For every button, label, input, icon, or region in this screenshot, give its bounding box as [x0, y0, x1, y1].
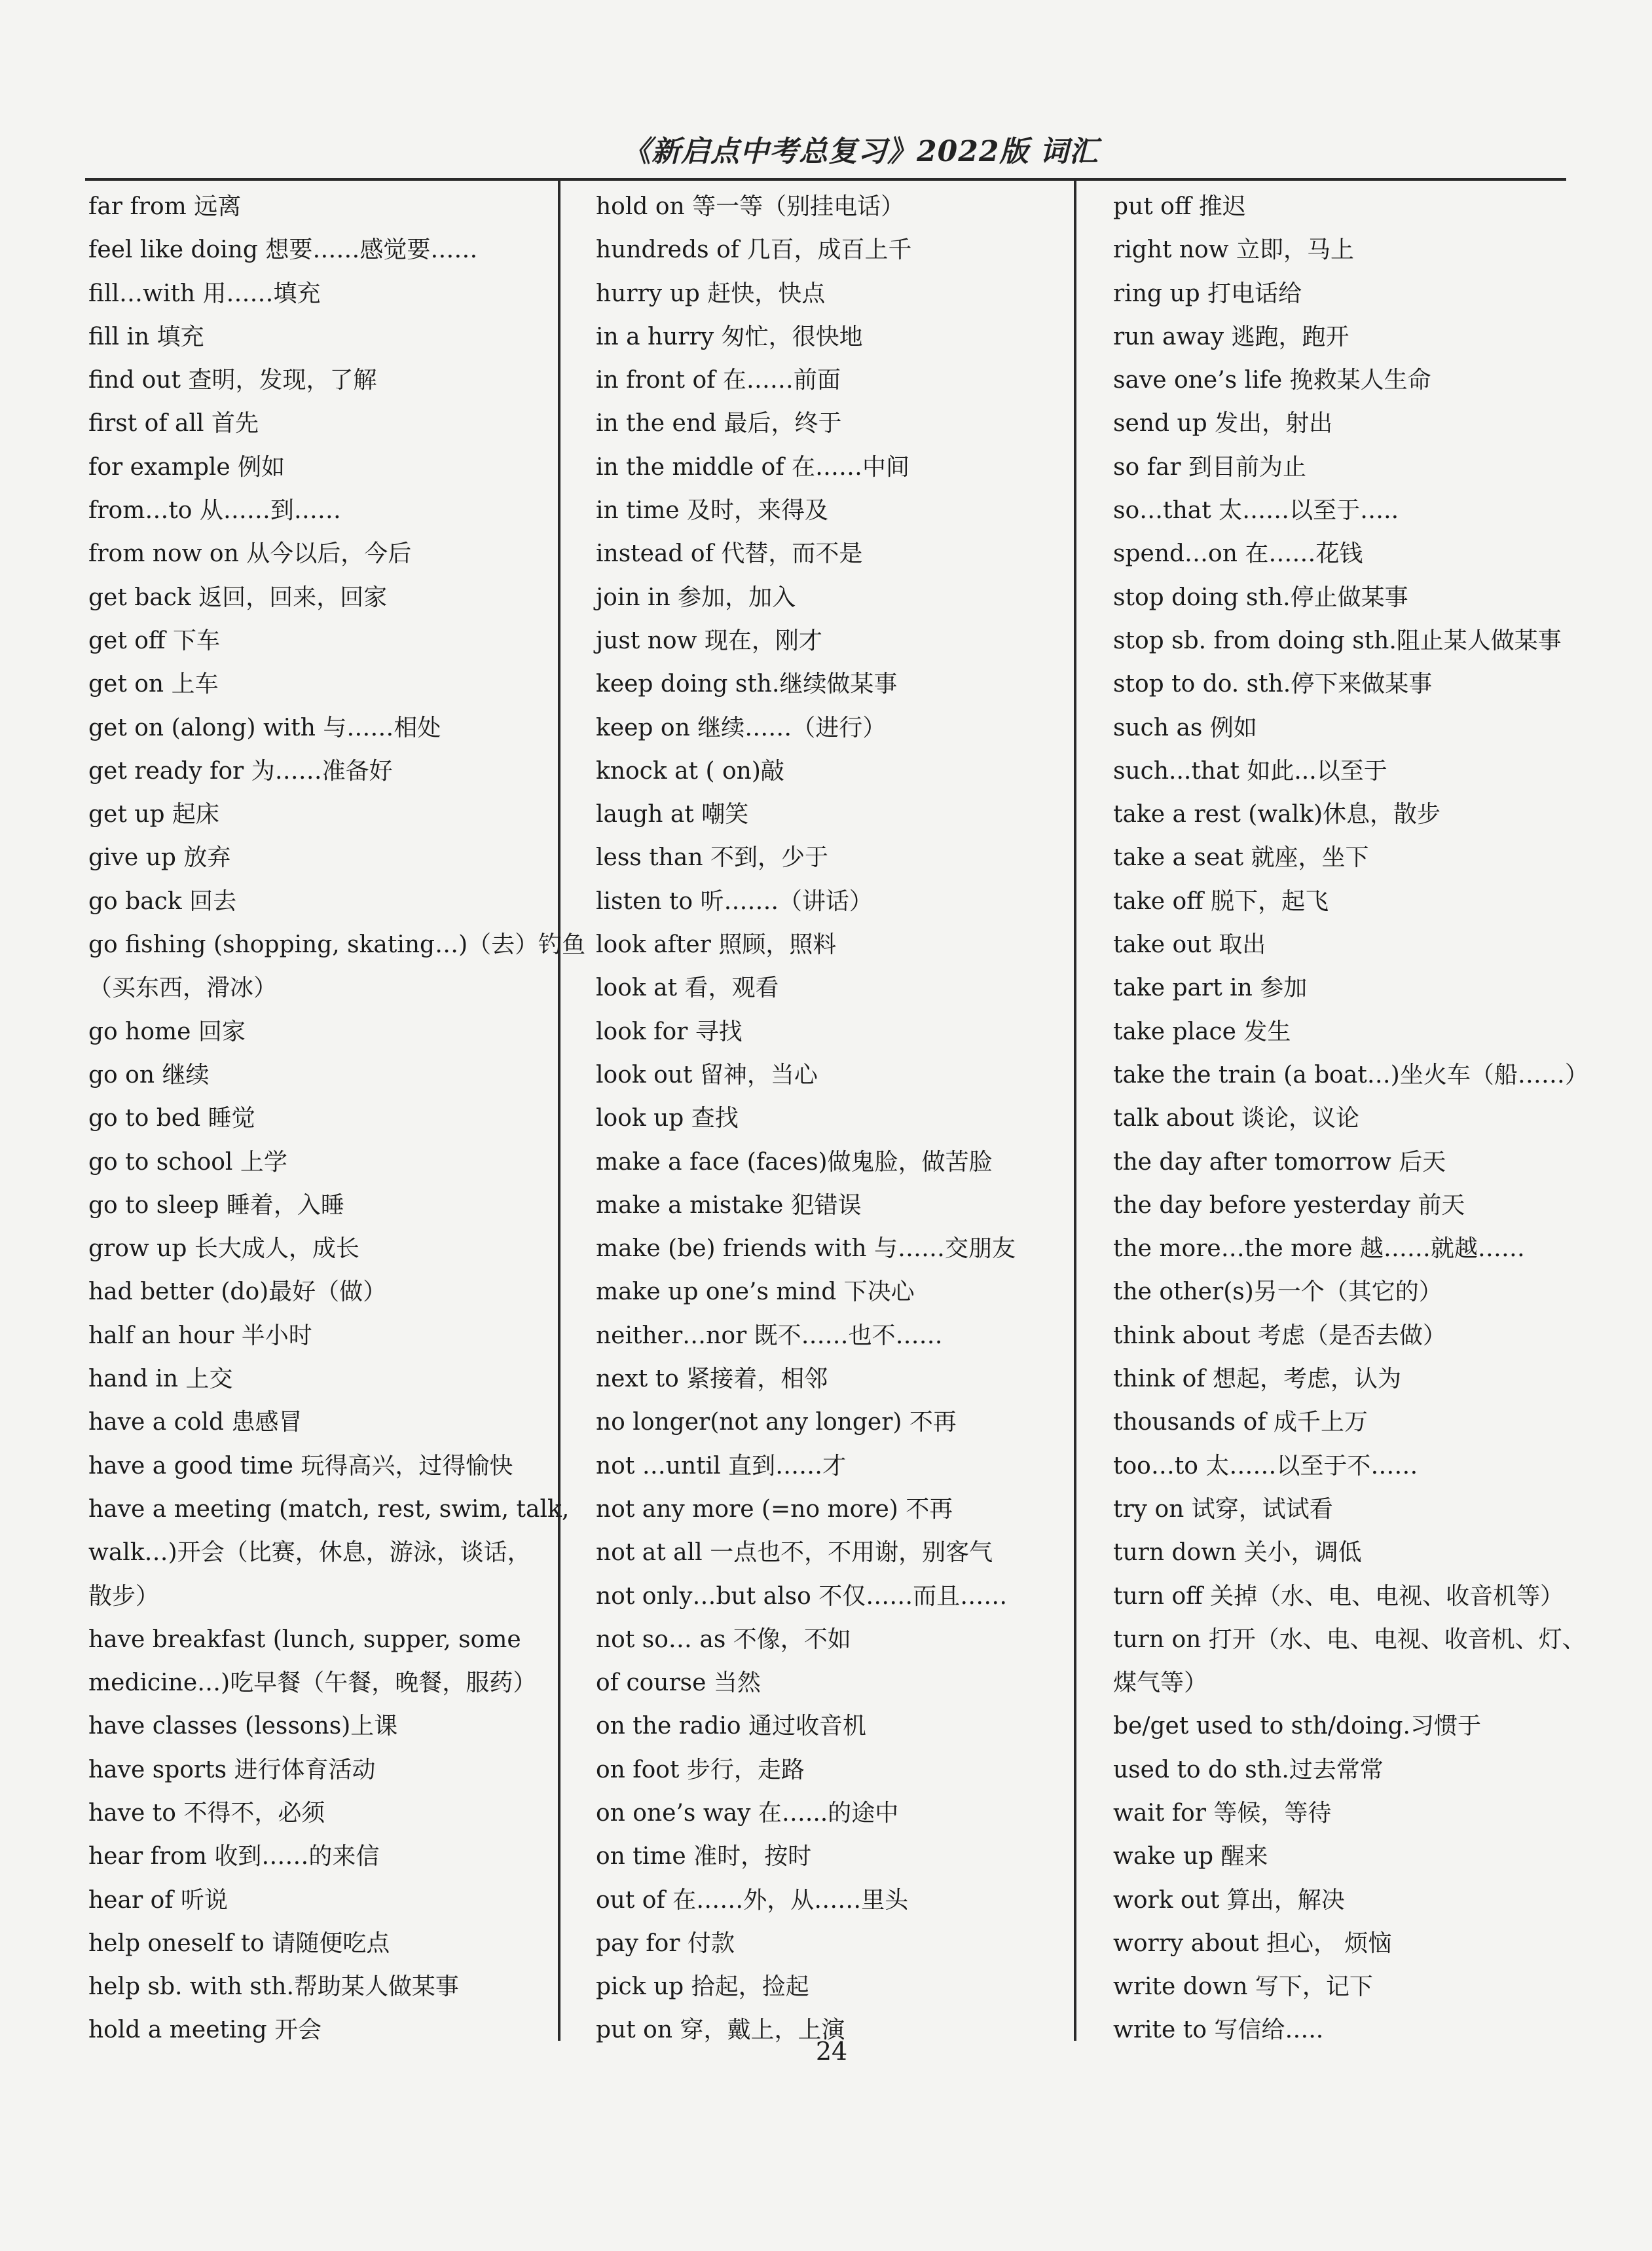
vocab-entry: from now on 从今以后，今后	[88, 540, 412, 568]
vocab-entry: go to sleep 睡着，入睡	[88, 1191, 344, 1219]
vocab-entry: hear from 收到……的来信	[88, 1843, 380, 1870]
vocab-entry: make up one’s mind 下决心	[596, 1278, 915, 1306]
vocab-entry: the day before yesterday 前天	[1113, 1191, 1465, 1219]
header-rule	[85, 178, 1566, 181]
vocab-entry: have a cold 患感冒	[88, 1409, 303, 1436]
vocab-entry: hundreds of 几百，成百上千	[596, 236, 912, 264]
page-header: 《新启点中考总复习》2022版 词汇	[622, 135, 1099, 168]
vocab-entry: go to school 上学	[88, 1148, 287, 1176]
vocab-entry: look for 寻找	[596, 1018, 743, 1045]
vocab-column-1	[88, 185, 586, 2053]
vocab-entry: help oneself to 请随便吃点	[88, 1929, 390, 1957]
vocab-column-3	[1113, 185, 1588, 2053]
vocab-entry: make a face (faces)做鬼脸，做苦脸	[596, 1148, 993, 1176]
vocab-entry: used to do sth.过去常常	[1113, 1756, 1384, 1783]
vocab-entry: think about 考虑（是否去做）	[1113, 1322, 1446, 1349]
vocab-entry: make (be) friends with 与……交朋友	[596, 1235, 1016, 1263]
vocab-entry: first of all 首先	[88, 410, 259, 437]
vocab-entry: on foot 步行，走路	[596, 1756, 805, 1783]
vocab-entry: in the middle of 在……中间	[596, 453, 909, 481]
vocab-entry: fill…with 用……填充	[88, 280, 321, 307]
vocab-entry: hear of 听说	[88, 1886, 229, 1914]
vocab-entry: stop doing sth.停止做某事	[1113, 584, 1408, 611]
vocab-entry: work out 算出，解决	[1113, 1886, 1345, 1914]
vocab-entry: get on 上车	[88, 671, 219, 698]
vocab-entry: have to 不得不，必须	[88, 1799, 325, 1827]
vocab-entry: find out 查明，发现，了解	[88, 367, 377, 394]
vocab-entry: get on (along) with 与……相处	[88, 714, 441, 741]
vocab-entry: put off 推迟	[1113, 193, 1246, 220]
vocab-entry: take a seat 就座，坐下	[1113, 844, 1369, 872]
vocab-entry: give up 放弃	[88, 844, 231, 872]
vocab-entry: be/get used to sth/doing.习惯于	[1113, 1713, 1481, 1740]
vocab-entry: laugh at 嘲笑	[596, 801, 749, 828]
vocab-entry: think of 想起，考虑，认为	[1113, 1366, 1402, 1393]
vocab-entry: such as 例如	[1113, 714, 1257, 741]
vocab-entry: far from 远离	[88, 193, 242, 220]
vocab-entry: talk about 谈论，议论	[1113, 1105, 1359, 1132]
vocab-entry: help sb. with sth.帮助某人做某事	[88, 1973, 459, 2001]
vocab-entry: the more…the more 越……就越……	[1113, 1235, 1525, 1263]
vocab-entry: turn down 关小，调低	[1113, 1539, 1362, 1567]
vocab-entry: wait for 等候，等待	[1113, 1799, 1332, 1827]
vocab-entry: medicine…)吃早餐（午餐，晚餐，服药）	[88, 1669, 537, 1697]
vocab-entry: of course 当然	[596, 1669, 761, 1697]
vocab-entry: keep on 继续……（进行）	[596, 714, 887, 741]
vocab-entry: knock at ( on)敲	[596, 757, 784, 785]
vocab-entry: hold a meeting 开会	[88, 2017, 322, 2044]
vocab-entry: go fishing (shopping, skating…)（去）钓鱼	[88, 931, 586, 959]
vocab-entry: save one’s life 挽救某人生命	[1113, 367, 1431, 394]
vocab-column-2	[596, 185, 1074, 2053]
vocab-entry: in a hurry 匆忙，很快地	[596, 323, 863, 350]
vocab-entry: look up 查找	[596, 1105, 739, 1132]
vocab-entry: thousands of 成千上万	[1113, 1409, 1368, 1436]
vocab-entry: send up 发出，射出	[1113, 410, 1333, 437]
vocab-entry: not only…but also 不仅……而且……	[596, 1582, 1008, 1610]
vocab-entry: join in 参加，加入	[596, 584, 796, 611]
vocab-entry: pick up 拾起，捡起	[596, 1973, 809, 2001]
vocab-entry: spend…on 在……花钱	[1113, 540, 1363, 568]
vocab-entry: worry about 担心， 烦恼	[1113, 1929, 1392, 1957]
vocab-entry: fill in 填充	[88, 323, 204, 350]
vocab-entry: in front of 在……前面	[596, 367, 841, 394]
vocab-entry: go on 继续	[88, 1061, 210, 1088]
vocab-entry: in time 及时，来得及	[596, 497, 829, 525]
vocab-entry: take off 脱下，起飞	[1113, 887, 1329, 915]
vocab-entry: so…that 太……以至于…..	[1113, 497, 1399, 525]
vocab-entry: instead of 代替，而不是	[596, 540, 863, 568]
vocab-entry: not any more (=no more) 不再	[596, 1495, 953, 1523]
vocab-entry: from…to 从……到……	[88, 497, 341, 525]
vocab-entry: for example 例如	[88, 453, 285, 481]
vocab-entry: have classes (lessons)上课	[88, 1713, 398, 1740]
vocab-entry: just now 现在，刚才	[596, 627, 822, 654]
vocab-entry: out of 在……外，从……里头	[596, 1886, 909, 1914]
vocab-entry: keep doing sth.继续做某事	[596, 671, 898, 698]
vocab-entry: go home 回家	[88, 1018, 246, 1045]
vocab-entry: have sports 进行体育活动	[88, 1756, 376, 1783]
vocab-entry: take a rest (walk)休息，散步	[1113, 801, 1441, 828]
vocab-entry: the other(s)另一个（其它的）	[1113, 1278, 1442, 1306]
vocab-entry: feel like doing 想要……感觉要……	[88, 236, 478, 264]
vocab-entry: run away 逃跑，跑开	[1113, 323, 1349, 350]
vocab-entry: had better (do)最好（做）	[88, 1278, 387, 1306]
vocab-entry: half an hour 半小时	[88, 1322, 312, 1349]
vocab-entry: put on 穿，戴上，上演	[596, 2017, 845, 2044]
vocab-entry: pay for 付款	[596, 1929, 735, 1957]
vocab-entry: take place 发生	[1113, 1018, 1291, 1045]
vocab-entry: the day after tomorrow 后天	[1113, 1148, 1446, 1176]
vocab-entry: on the radio 通过收音机	[596, 1713, 867, 1740]
vocab-entry: stop to do. sth.停下来做某事	[1113, 671, 1433, 698]
vocab-entry: stop sb. from doing sth.阻止某人做某事	[1113, 627, 1562, 654]
vocab-entry: in the end 最后，终于	[596, 410, 842, 437]
vocab-entry: neither…nor 既不……也不……	[596, 1322, 943, 1349]
vocab-entry: too…to 太……以至于不……	[1113, 1452, 1418, 1479]
vocab-entry: 煤气等）	[1113, 1669, 1208, 1697]
vocab-entry: take part in 参加	[1113, 975, 1308, 1002]
vocab-entry: hold on 等一等（别挂电话）	[596, 193, 905, 220]
vocab-entry: listen to 听…….（讲话）	[596, 887, 873, 915]
vocab-entry: （买东西，滑冰）	[88, 975, 278, 1002]
vocab-entry: hurry up 赶快，快点	[596, 280, 826, 307]
vocab-entry: take the train (a boat…)坐火车（船……）	[1113, 1061, 1588, 1088]
vocab-entry: ring up 打电话给	[1113, 280, 1302, 307]
vocab-entry: look at 看，观看	[596, 975, 779, 1002]
vocab-entry: go to bed 睡觉	[88, 1105, 255, 1132]
vocab-entry: get back 返回，回来，回家	[88, 584, 388, 611]
vocab-entry: turn on 打开（水、电、电视、收音机、灯、	[1113, 1626, 1586, 1653]
vocab-entry: have a good time 玩得高兴，过得愉快	[88, 1452, 513, 1479]
column-divider-right	[1074, 181, 1076, 2041]
vocab-entry: so far 到目前为止	[1113, 453, 1307, 481]
vocab-entry: take out 取出	[1113, 931, 1266, 959]
vocab-entry: 散步）	[88, 1582, 160, 1610]
vocab-entry: look after 照顾，照料	[596, 931, 837, 959]
vocab-entry: not at all 一点也不，不用谢，别客气	[596, 1539, 993, 1567]
vocab-entry: no longer(not any longer) 不再	[596, 1409, 957, 1436]
vocab-entry: on one’s way 在…...的途中	[596, 1799, 899, 1827]
vocab-entry: next to 紧接着，相邻	[596, 1366, 828, 1393]
vocab-entry: look out 留神，当心	[596, 1061, 818, 1088]
vocab-entry: grow up 长大成人，成长	[88, 1235, 359, 1263]
vocab-entry: not so… as 不像，不如	[596, 1626, 851, 1653]
vocab-entry: have a meeting (match, rest, swim, talk,	[88, 1495, 570, 1523]
vocab-entry: get up 起床	[88, 801, 219, 828]
vocab-entry: turn off 关掉（水、电、电视、收音机等）	[1113, 1582, 1564, 1610]
vocab-entry: write down 写下，记下	[1113, 1973, 1373, 2001]
vocab-entry: have breakfast (lunch, supper, some	[88, 1626, 521, 1653]
vocab-entry: get off 下车	[88, 627, 220, 654]
vocab-entry: walk…)开会（比赛，休息，游泳，谈话，	[88, 1539, 531, 1567]
vocab-entry: on time 准时，按时	[596, 1843, 812, 1870]
vocab-entry: wake up 醒来	[1113, 1843, 1268, 1870]
vocab-entry: right now 立即，马上	[1113, 236, 1354, 264]
vocab-entry: go back 回去	[88, 887, 237, 915]
vocab-entry: write to 写信给…..	[1113, 2017, 1324, 2044]
vocab-entry: hand in 上交	[88, 1366, 233, 1393]
vocab-entry: not …until 直到……才	[596, 1452, 847, 1479]
vocab-entry: make a mistake 犯错误	[596, 1191, 862, 1219]
page-number: 24	[815, 2037, 848, 2066]
vocab-entry: such...that 如此...以至于	[1113, 757, 1387, 785]
vocab-entry: get ready for 为……准备好	[88, 757, 393, 785]
vocab-entry: less than 不到，少于	[596, 844, 828, 872]
vocab-entry: try on 试穿，试试看	[1113, 1495, 1333, 1523]
